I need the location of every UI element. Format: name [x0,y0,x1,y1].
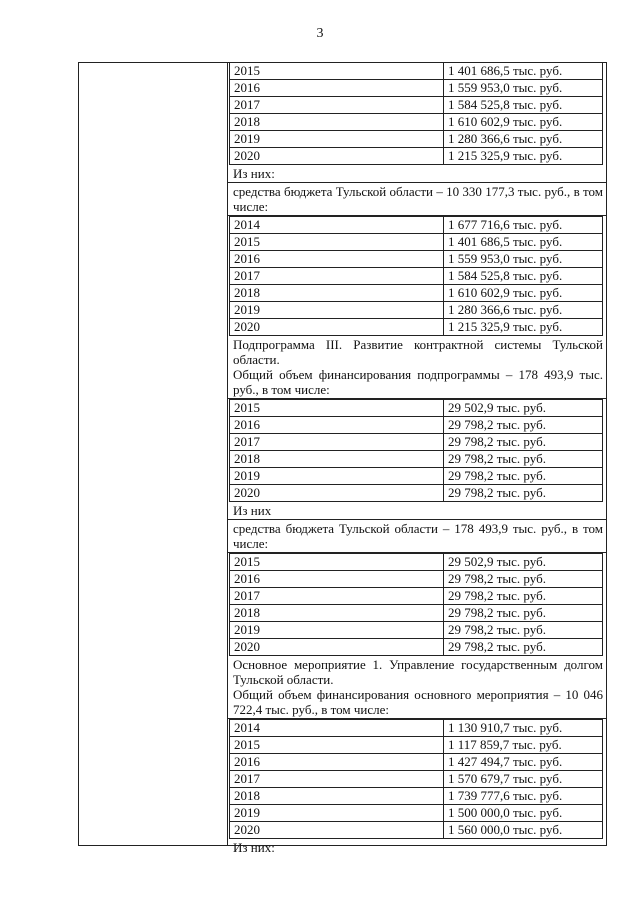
section-text: средства бюджета Тульской области – 10 330 177,3 тыс. руб., в том числе: [233,184,603,214]
year-cell: 2016 [230,754,444,770]
table-row [230,319,602,336]
funding-table-3 [229,553,603,656]
amount-cell: 29 798,2 тыс. руб. [448,451,546,466]
amount-cell: 1 559 953,0 тыс. руб. [448,251,563,266]
year-cell: 2015 [230,554,444,570]
year-cell: 2015 [230,737,444,753]
table-row [230,805,602,822]
funding-table-2 [229,399,603,502]
year-cell: 2015 [230,400,444,416]
table-row [230,571,602,588]
amount-cell: 29 798,2 тыс. руб. [448,485,546,500]
section-label [227,520,607,553]
amount-cell: 1 215 325,9 тыс. руб. [448,148,563,163]
year-cell: 2019 [230,131,444,147]
year-cell: 2020 [230,485,444,501]
table-row [230,754,602,771]
amount-cell: 1 584 525,8 тыс. руб. [448,268,563,283]
table-row [230,62,602,80]
amount-cell: 1 739 777,6 тыс. руб. [448,788,563,803]
funding-table-4 [229,719,603,839]
year-cell: 2015 [230,63,444,79]
year-cell: 2018 [230,114,444,130]
amount-cell: 1 280 366,6 тыс. руб. [448,131,563,146]
table-row [230,399,602,417]
table-row [230,737,602,754]
year-cell: 2019 [230,622,444,638]
year-cell: 2015 [230,234,444,250]
table-row [230,788,602,805]
measure-heading [227,656,607,719]
year-cell: 2017 [230,97,444,113]
table-row [230,822,602,839]
table-row [230,605,602,622]
amount-cell: 1 280 366,6 тыс. руб. [448,302,563,317]
section-text: Из них [233,503,272,518]
year-cell: 2017 [230,268,444,284]
amount-cell: 29 798,2 тыс. руб. [448,434,546,449]
table-row [230,417,602,434]
amount-cell: 1 215 325,9 тыс. руб. [448,319,563,334]
year-cell: 2020 [230,319,444,335]
amount-cell: 1 610 602,9 тыс. руб. [448,285,563,300]
table-row [230,622,602,639]
table-row [230,148,602,165]
year-cell: 2016 [230,80,444,96]
amount-cell: 29 798,2 тыс. руб. [448,468,546,483]
amount-cell: 1 559 953,0 тыс. руб. [448,80,563,95]
year-cell: 2017 [230,771,444,787]
table-row [230,434,602,451]
table-row [230,485,602,502]
table-row [230,285,602,302]
table-row [230,97,602,114]
table-row [230,251,602,268]
subprogram-title: Подпрограмма III. Развитие контрактной системы Тульской области. [233,337,603,367]
table-row [230,131,602,148]
year-cell: 2018 [230,285,444,301]
table-row [230,719,602,737]
amount-cell: 29 798,2 тыс. руб. [448,639,546,654]
year-cell: 2016 [230,251,444,267]
table-row [230,553,602,571]
amount-cell: 29 798,2 тыс. руб. [448,571,546,586]
amount-cell: 1 610 602,9 тыс. руб. [448,114,563,129]
table-row [230,468,602,485]
subprogram-total: Общий объем финансирования подпрограммы – 178 493,9 тыс. руб., в том числе: [233,367,603,397]
funding-table-0 [229,62,603,165]
amount-cell: 1 584 525,8 тыс. руб. [448,97,563,112]
year-cell: 2016 [230,417,444,433]
year-cell: 2014 [230,217,444,233]
table-row [230,588,602,605]
year-cell: 2018 [230,451,444,467]
section-label [227,839,607,856]
amount-cell: 1 560 000,0 тыс. руб. [448,822,563,837]
amount-cell: 1 117 859,7 тыс. руб. [448,737,562,752]
amount-cell: 1 401 686,5 тыс. руб. [448,63,563,78]
table-row [230,80,602,97]
section-label [227,502,607,520]
table-row [230,451,602,468]
amount-cell: 29 502,9 тыс. руб. [448,554,546,569]
funding-content [227,62,607,856]
section-text: средства бюджета Тульской области – 178 493,9 тыс. руб., в том числе: [233,521,603,551]
page-number: 3 [316,26,324,41]
amount-cell: 1 677 716,6 тыс. руб. [448,217,563,232]
year-cell: 2020 [230,639,444,655]
section-text: Из них: [233,166,275,181]
amount-cell: 1 427 494,7 тыс. руб. [448,754,563,769]
amount-cell: 29 798,2 тыс. руб. [448,622,546,637]
year-cell: 2018 [230,605,444,621]
section-label [227,165,607,183]
year-cell: 2017 [230,434,444,450]
table-row [230,114,602,131]
funding-table-1 [229,216,603,336]
amount-cell: 29 798,2 тыс. руб. [448,417,546,432]
table-row [230,234,602,251]
subprogram-heading [227,336,607,399]
table-row [230,216,602,234]
year-cell: 2020 [230,148,444,164]
year-cell: 2017 [230,588,444,604]
amount-cell: 29 798,2 тыс. руб. [448,605,546,620]
amount-cell: 1 570 679,7 тыс. руб. [448,771,563,786]
amount-cell: 1 500 000,0 тыс. руб. [448,805,563,820]
table-row [230,771,602,788]
year-cell: 2019 [230,805,444,821]
table-row [230,268,602,285]
measure-total: Общий объем финансирования основного мероприятия – 10 046 722,4 тыс. руб., в том числе: [233,687,603,717]
amount-cell: 1 130 910,7 тыс. руб. [448,720,563,735]
section-text: Из них: [233,840,275,855]
amount-cell: 29 798,2 тыс. руб. [448,588,546,603]
amount-cell: 29 502,9 тыс. руб. [448,400,546,415]
year-cell: 2019 [230,302,444,318]
year-cell: 2014 [230,720,444,736]
amount-cell: 1 401 686,5 тыс. руб. [448,234,563,249]
year-cell: 2016 [230,571,444,587]
measure-title: Основное мероприятие 1. Управление государственным долгом Тульской области. [233,657,603,687]
year-cell: 2018 [230,788,444,804]
year-cell: 2020 [230,822,444,838]
year-cell: 2019 [230,468,444,484]
section-label [227,183,607,216]
table-row [230,302,602,319]
table-row [230,639,602,656]
